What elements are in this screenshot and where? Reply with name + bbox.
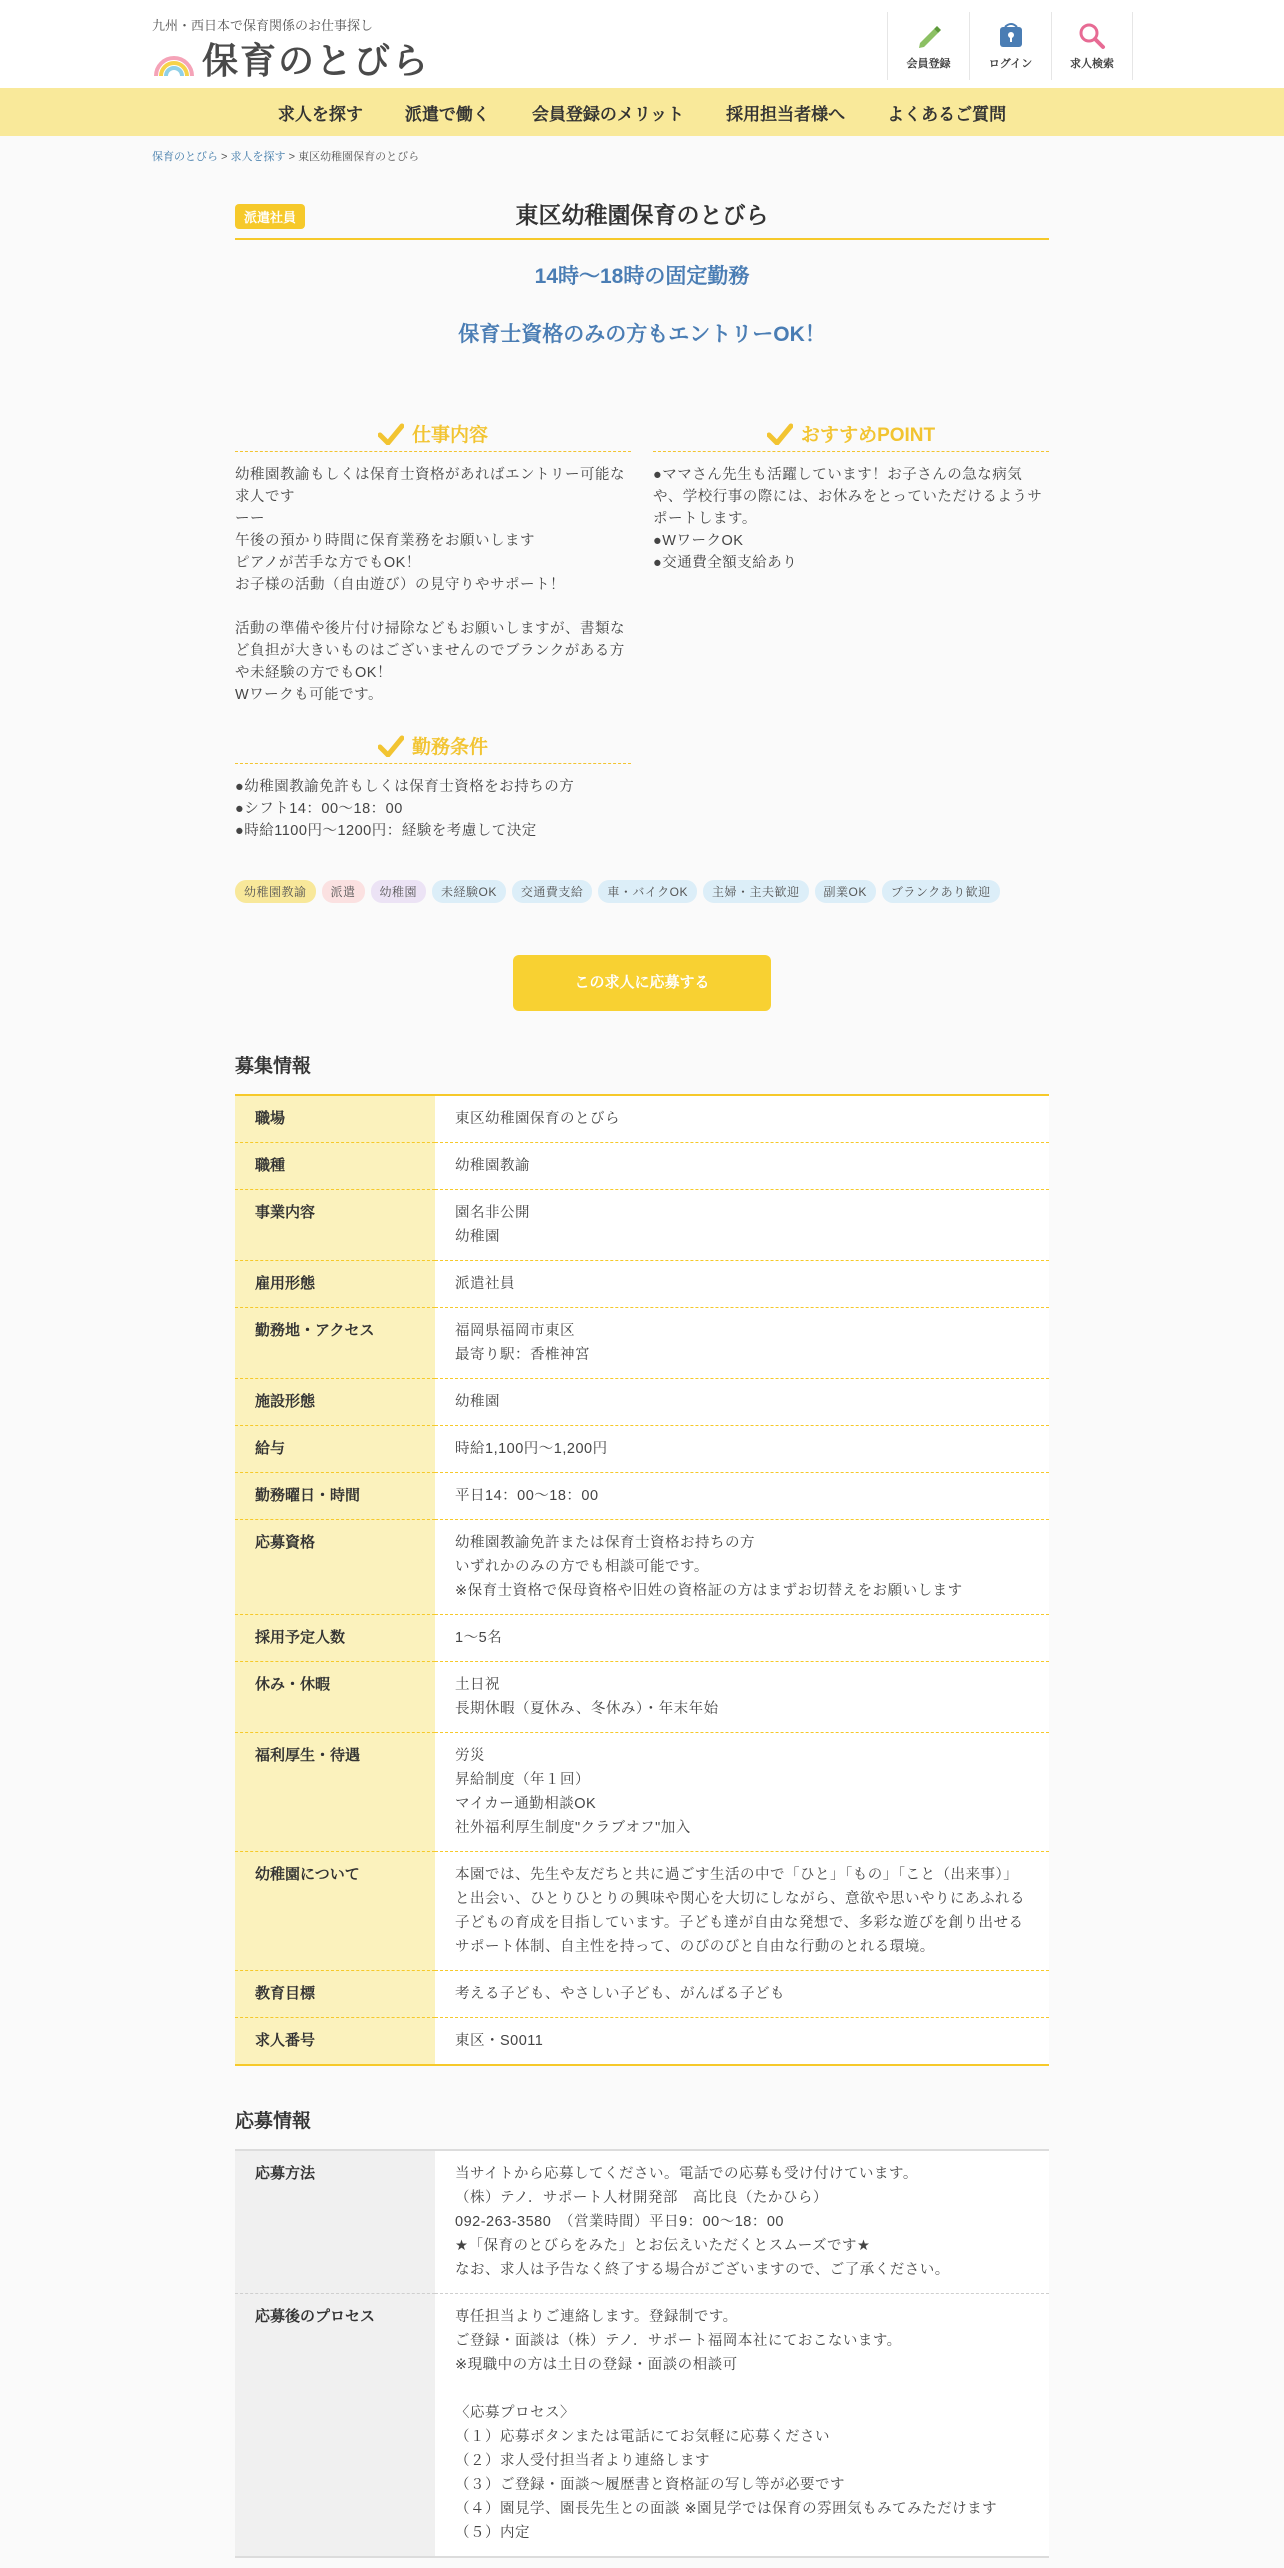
job-title: 東区幼稚園保育のとびら [515,202,769,228]
header-icon-menu [887,12,1133,80]
work-content-body: 幼稚園教諭もしくは保育士資格があればエントリー可能な求人です ーー 午後の預かり時間に保育業務をお願いします ピアノが苦手な方でもOK！ お子様の活動（自由遊び）の見守りやサポート！ 活動の準備や後片付け掃除などもお願いしますが、書類など負担が大きいものはございませんのでブランクがある方や未経験の方でもOK！ Wワークも可能です。 [235,467,625,703]
nav-member-benefits[interactable]: 会員登録のメリット [531,104,685,124]
row-value: 土日祝 長期休暇（夏休み、冬休み）・年末年始 [435,1662,1049,1733]
right-column [653,420,1049,842]
apply-button[interactable]: この求人に応募する [513,955,771,1011]
table-row [235,1520,1049,1615]
row-value: 時給1,100円～1,200円 [435,1426,1049,1473]
row-label: 給与 [235,1426,435,1473]
work-content-title: 仕事内容 [411,425,488,446]
table-row [235,1261,1049,1308]
global-nav [0,88,1284,136]
row-label: 福利厚生・待遇 [235,1733,435,1852]
row-value: 当サイトから応募してください。電話での応募も受け付けています。 （株）テノ．サポート人材開発部 高比良（たかひら） 092-263-3580 （営業時間）平日9：00～18：00 ★「保育のとびらをみた」とお伝えいただくとスムーズです★ なお、求人は予告なく終了する場合がございますので、ご了承ください。 [435,2150,1049,2294]
table-row [235,1971,1049,2018]
breadcrumb [0,148,1284,166]
row-value: 東区幼稚園保育のとびら [435,1095,1049,1143]
conditions-heading [235,732,631,764]
job-search-label: 求人検索 [1070,58,1114,70]
row-value: 1～5名 [435,1615,1049,1662]
apply-info-table [235,2149,1049,2558]
tag: 交通費支給 [512,880,593,903]
login-icon [996,21,1026,51]
search-icon [1077,21,1107,51]
row-value: 労災 昇給制度（年１回） マイカー通勤相談OK 社外福利厚生制度"クラブオフ"加入 [435,1733,1049,1852]
check-icon [378,423,404,445]
recruit-info-table [235,1094,1049,2066]
row-label: 勤務地・アクセス [235,1308,435,1379]
row-value: 園名非公開 幼稚園 [435,1190,1049,1261]
tag: ブランクあり歓迎 [882,880,1000,903]
row-value: 東区・S0011 [435,2018,1049,2066]
table-row [235,2018,1049,2066]
row-label: 求人番号 [235,2018,435,2066]
table-row [235,1379,1049,1426]
row-label: 職場 [235,1095,435,1143]
row-label: 応募方法 [235,2150,435,2294]
table-row [235,1662,1049,1733]
table-row [235,1190,1049,1261]
nav-for-recruiters[interactable]: 採用担当者様へ [726,104,846,124]
tag: 副業OK [815,880,876,903]
table-row [235,1143,1049,1190]
breadcrumb-search[interactable]: 求人を探す [230,151,286,163]
table-row [235,1473,1049,1520]
table-row [235,1615,1049,1662]
table-row [235,1852,1049,1971]
job-tags [235,880,1049,903]
tag: 幼稚園 [371,880,427,903]
nav-faq[interactable]: よくあるご質問 [887,104,1007,124]
work-content-heading [235,420,631,452]
conditions-title: 勤務条件 [411,737,488,758]
tag: 幼稚園教諭 [235,880,316,903]
row-value: 考える子ども、やさしい子ども、がんばる子ども [435,1971,1049,2018]
check-icon [767,423,793,445]
nav-dispatch-work[interactable]: 派遣で働く [404,104,490,124]
row-value: 本園では、先生や友だちと共に過ごす生活の中で「ひと」「もの」「こと（出来事）」と出会い、ひとりひとりの興味や関心を大切にしながら、意欲や思いやりにあふれる子どもの育成を目指しています。子ども達が自由な発想で、多彩な遊びを創り出せるサポート体制、自主性を持って、のびのびと自由な行動のとれる環境。 [435,1852,1049,1971]
row-value: 派遣社員 [435,1261,1049,1308]
row-label: 教育目標 [235,1971,435,2018]
row-label: 採用予定人数 [235,1615,435,1662]
site-tagline: 九州・西日本で保育関係のお仕事探し [152,18,374,33]
row-label: 休み・休暇 [235,1662,435,1733]
recommend-point-title: おすすめPOINT [800,425,936,446]
table-row [235,1095,1049,1143]
recommend-point-heading [653,420,1049,452]
job-detail [235,200,1049,2558]
site-logo[interactable] [152,38,431,81]
rainbow-logo-icon [152,38,196,78]
table-row [235,1308,1049,1379]
row-value: 幼稚園教諭 [435,1143,1049,1190]
table-row [235,2150,1049,2294]
row-label: 施設形態 [235,1379,435,1426]
job-title-row [235,200,1049,240]
recruit-info-title: 募集情報 [235,1056,312,1077]
job-catchphrase-1: 14時～18時の固定勤務 [534,265,750,288]
member-register-label: 会員登録 [906,58,951,70]
row-label: 職種 [235,1143,435,1190]
breadcrumb-home[interactable]: 保育のとびら [152,151,218,163]
tag: 未経験OK [432,880,506,903]
site-header [0,0,1284,88]
row-label: 勤務曜日・時間 [235,1473,435,1520]
row-value: 福岡県福岡市東区 最寄り駅：香椎神宮 [435,1308,1049,1379]
nav-find-jobs[interactable]: 求人を探す [277,104,363,124]
table-row [235,1733,1049,1852]
login-label: ログイン [988,58,1033,70]
row-label: 雇用形態 [235,1261,435,1308]
job-summary-columns [235,420,1049,842]
login-link[interactable] [969,12,1051,80]
row-label: 応募後のプロセス [235,2294,435,2558]
breadcrumb-current: 東区幼稚園保育のとびら [298,151,420,163]
left-column [235,420,631,842]
row-value: 専任担当よりご連絡します。登録制です。 ご登録・面談は（株）テノ．サポート福岡本社にておこないます。 ※現職中の方は土日の登録・面談の相談可 〈応募プロセス〉 （１）応募ボタンまたは電話にてお気軽に応募ください （２）求人受付担当者より連絡します （３）ご登録・面談～履歴書と資格証の写し等が必要です （４）園見学、園長先生との面談 ※園見学では保育の雰囲気もみてみただけます （５）内定 [435,2294,1049,2558]
table-row [235,2294,1049,2558]
row-value: 幼稚園 [435,1379,1049,1426]
pencil-icon [914,21,944,51]
row-label: 事業内容 [235,1190,435,1261]
table-row [235,1426,1049,1473]
row-value: 幼稚園教諭免許または保育士資格お持ちの方 いずれかのみの方でも相談可能です。 ※保育士資格で保母資格や旧姓の資格証の方はまずお切替えをお願いします [435,1520,1049,1615]
recommend-point-body: ●ママさん先生も活躍しています！お子さんの急な病気や、学校行事の際には、お休みをとっていただけるようサポートします。 ●WワークOK ●交通費全額支給あり [653,467,1043,571]
logo-text: 保育のとびら [202,39,431,81]
breadcrumb-separator: > [285,151,299,163]
job-search-link[interactable] [1051,12,1133,80]
apply-info-title: 応募情報 [235,2111,312,2132]
tag: 主婦・主夫歓迎 [703,880,809,903]
breadcrumb-separator: > [218,151,231,163]
row-label: 応募資格 [235,1520,435,1615]
job-catchphrase-2: 保育士資格のみの方もエントリーOK！ [458,323,826,346]
employment-type-badge: 派遣社員 [235,204,305,229]
check-icon [378,735,404,757]
row-value: 平日14：00～18：00 [435,1473,1049,1520]
row-label: 幼稚園について [235,1852,435,1971]
conditions-body: ●幼稚園教諭免許もしくは保育士資格をお持ちの方 ●シフト14：00～18：00 ●時給1100円～1200円：経験を考慮して決定 [235,779,575,839]
member-register-link[interactable] [887,12,969,80]
tag: 車・バイクOK [598,880,697,903]
tag: 派遣 [322,880,365,903]
